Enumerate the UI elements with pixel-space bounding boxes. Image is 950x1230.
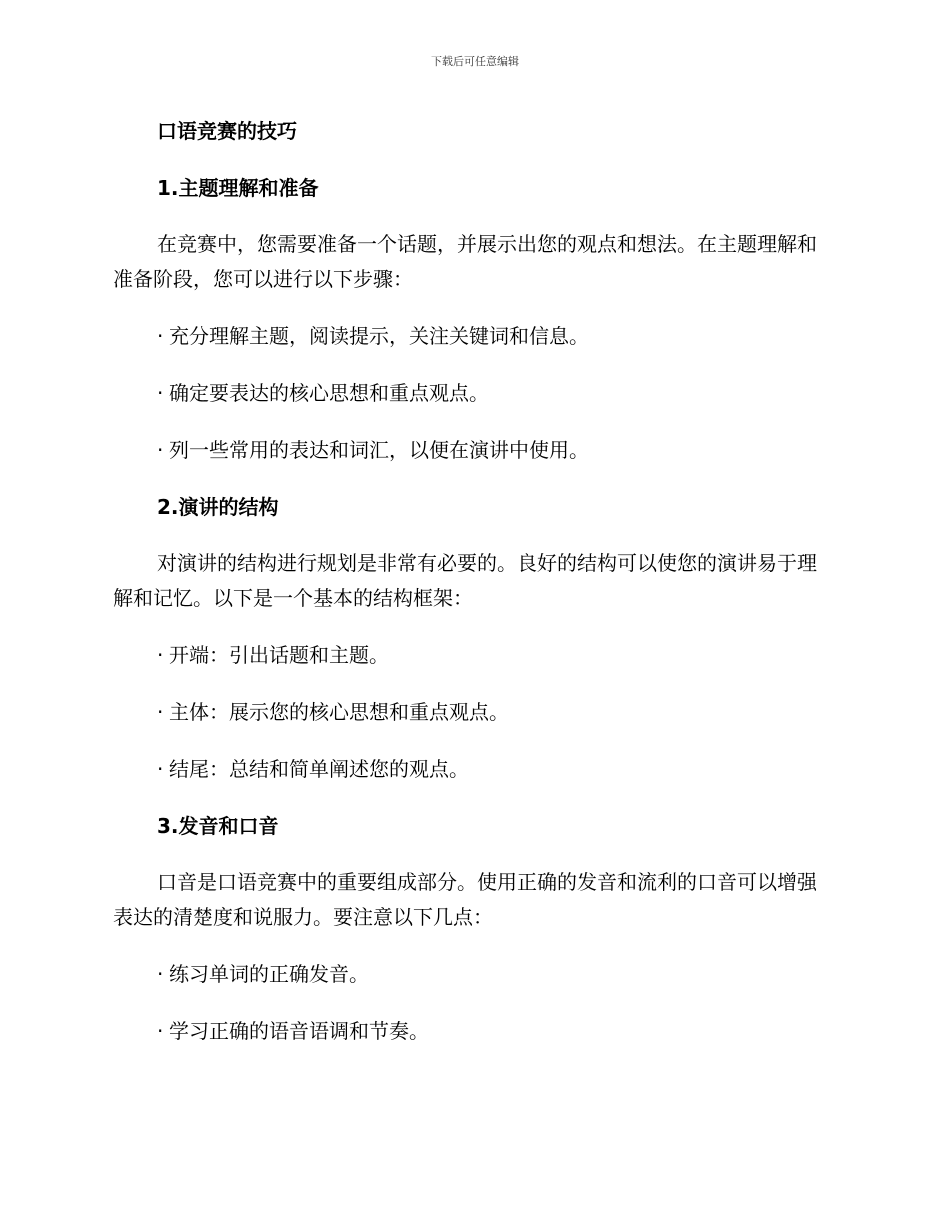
bullet-marker: ·	[157, 324, 164, 348]
section-heading: 3.发音和口音	[157, 814, 279, 838]
page-header-note: 下载后可任意编辑	[431, 55, 519, 68]
bullet-text: 确定要表达的核心思想和重点观点。	[169, 381, 489, 405]
bullet-marker: ·	[157, 643, 164, 667]
section-paragraph: 口音是口语竞赛中的重要组成部分。使用正确的发音和流利的口音可以增强表达的清楚度和说服力。要注意以下几点：	[113, 870, 817, 929]
bullet-marker: ·	[157, 757, 164, 781]
bullet-text: 学习正确的语音语调和节奏。	[169, 1019, 429, 1043]
bullet-item	[157, 1013, 833, 1049]
bullet-item	[157, 432, 833, 468]
bullet-marker: ·	[157, 700, 164, 724]
bullet-text: 列一些常用的表达和词汇，以便在演讲中使用。	[169, 438, 589, 462]
section-paragraph: 对演讲的结构进行规划是非常有必要的。良好的结构可以使您的演讲易于理解和记忆。以下是一个基本的结构框架：	[113, 551, 817, 610]
bullet-item	[157, 375, 833, 411]
section-paragraph: 在竞赛中，您需要准备一个话题，并展示出您的观点和想法。在主题理解和准备阶段，您可以进行以下步骤：	[113, 232, 817, 291]
section-heading: 1.主题理解和准备	[157, 176, 319, 200]
bullet-item	[157, 318, 833, 354]
bullet-marker: ·	[157, 438, 164, 462]
bullet-marker: ·	[157, 1019, 164, 1043]
bullet-marker: ·	[157, 381, 164, 405]
bullet-item	[157, 694, 833, 730]
bullet-text: 充分理解主题，阅读提示，关注关键词和信息。	[169, 324, 589, 348]
bullet-marker: ·	[157, 962, 164, 986]
bullet-text: 练习单词的正确发音。	[169, 962, 369, 986]
bullet-text: 开端：引出话题和主题。	[169, 643, 389, 667]
bullet-item	[157, 637, 833, 673]
bullet-item	[157, 751, 833, 787]
section-heading: 2.演讲的结构	[157, 495, 279, 519]
document-title: 口语竞赛的技巧	[157, 119, 297, 143]
bullet-text: 结尾：总结和简单阐述您的观点。	[169, 757, 469, 781]
bullet-text: 主体：展示您的核心思想和重点观点。	[169, 700, 509, 724]
document-body	[113, 113, 833, 1049]
bullet-item	[157, 956, 833, 992]
